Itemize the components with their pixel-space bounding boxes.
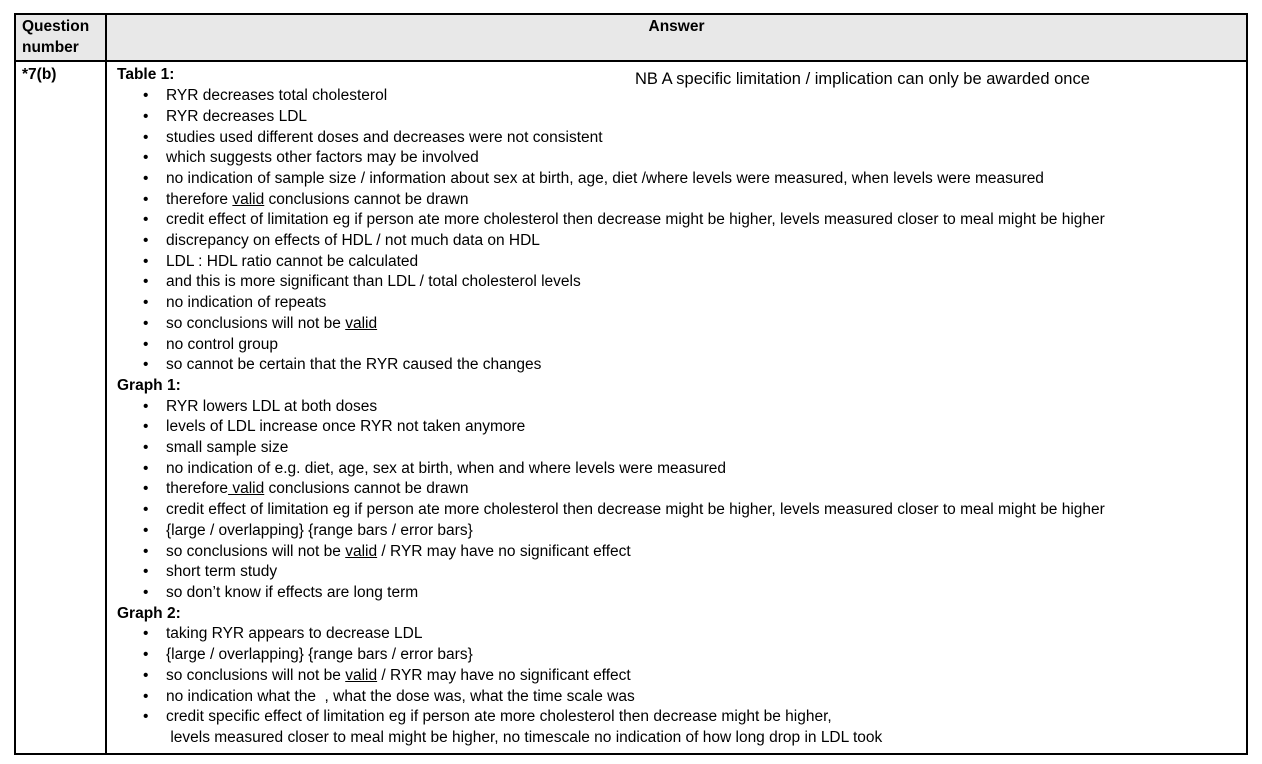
bullet-item <box>143 272 1238 293</box>
bullet-text: no indication of sample size / information about sex at birth, age, diet /where levels were measured, when levels were measured <box>166 169 1044 187</box>
bullet-icon: • <box>143 480 149 498</box>
header-row <box>15 14 1247 61</box>
bullet-item <box>143 355 1238 376</box>
bullet-text: and this is more significant than LDL / total cholesterol levels <box>166 273 581 291</box>
bullet-icon: • <box>143 87 149 105</box>
bullet-icon: • <box>143 459 149 477</box>
bullet-item <box>143 107 1238 128</box>
bullet-text: no control group <box>166 335 279 353</box>
bullet-icon: • <box>143 232 149 250</box>
bullet-text: no indication of e.g. diet, age, sex at birth, when and where levels were measured <box>166 459 727 477</box>
bullet-icon: • <box>143 666 149 684</box>
bullet-icon: • <box>143 501 149 519</box>
bullet-text: studies used different doses and decreases were not consistent <box>166 128 603 146</box>
bullet-item <box>143 335 1238 356</box>
bullet-item <box>143 231 1238 252</box>
bullet-text: so conclusions will not be valid / RYR may have no significant effect <box>166 542 631 560</box>
bullet-icon: • <box>143 439 149 457</box>
bullet-icon: • <box>143 211 149 229</box>
bullet-icon: • <box>143 708 149 726</box>
mark-scheme-table <box>14 13 1248 755</box>
bullet-text: levels of LDL increase once RYR not taken anymore <box>166 418 526 436</box>
bullet-text: credit effect of limitation eg if person ate more cholesterol then decrease might be higher, levels measured closer to meal might be higher <box>166 211 1105 229</box>
bullet-icon: • <box>143 190 149 208</box>
answer-cell <box>106 61 1247 753</box>
bullet-item <box>143 479 1238 500</box>
bullet-item <box>143 562 1238 583</box>
bullet-text: so conclusions will not be valid / RYR may have no significant effect <box>166 666 631 684</box>
nb-note: NB A specific limitation / implication can only be awarded once <box>635 70 1090 89</box>
bullet-item <box>143 645 1238 666</box>
bullet-text: so cannot be certain that the RYR caused the changes <box>166 356 542 374</box>
bullet-text: no indication what the , what the dose was, what the time scale was <box>166 687 635 705</box>
bullet-icon: • <box>143 625 149 643</box>
bullet-text: so don’t know if effects are long term <box>166 583 419 601</box>
bullet-item <box>143 169 1238 190</box>
bullet-icon: • <box>143 687 149 705</box>
answer-sections <box>117 65 1238 748</box>
bullet-text: discrepancy on effects of HDL / not much data on HDL <box>166 232 540 250</box>
bullet-icon: • <box>143 335 149 353</box>
bullet-item <box>143 666 1238 687</box>
bullet-text: no indication of repeats <box>166 294 327 312</box>
bullet-icon: • <box>143 418 149 436</box>
bullet-item <box>143 500 1238 521</box>
bullet-text: therefore valid conclusions cannot be drawn <box>166 480 469 498</box>
bullet-item <box>143 252 1238 273</box>
section-heading: Graph 2: <box>117 604 181 622</box>
bullet-item <box>143 190 1238 211</box>
bullet-icon: • <box>143 294 149 312</box>
section-heading: Graph 1: <box>117 376 181 394</box>
question-number-column-header: Question number <box>15 14 106 61</box>
bullet-item <box>143 210 1238 231</box>
bullet-text: RYR lowers LDL at both doses <box>166 397 378 415</box>
bullet-item <box>143 542 1238 563</box>
bullet-item <box>143 417 1238 438</box>
answer-row <box>15 61 1247 753</box>
bullet-icon: • <box>143 149 149 167</box>
bullet-item <box>143 397 1238 418</box>
bullet-item <box>143 459 1238 480</box>
bullet-text: RYR decreases LDL <box>166 107 308 125</box>
bullet-icon: • <box>143 583 149 601</box>
bullet-text: so conclusions will not be valid <box>166 314 378 332</box>
bullet-icon: • <box>143 128 149 146</box>
bullet-icon: • <box>143 169 149 187</box>
bullet-item <box>143 438 1238 459</box>
bullet-icon: • <box>143 107 149 125</box>
bullet-item <box>143 148 1238 169</box>
bullet-text: LDL : HDL ratio cannot be calculated <box>166 252 419 270</box>
bullet-text: which suggests other factors may be involved <box>166 149 479 167</box>
bullet-text: taking RYR appears to decrease LDL <box>166 625 423 643</box>
bullet-item <box>143 583 1238 604</box>
bullet-icon: • <box>143 314 149 332</box>
bullet-icon: • <box>143 356 149 374</box>
bullet-item <box>143 128 1238 149</box>
bullet-icon: • <box>143 252 149 270</box>
bullet-item <box>143 293 1238 314</box>
bullet-text: credit specific effect of limitation eg if person ate more cholesterol then decrease might be higher, levels measured closer to meal might be higher, no timescale no indication of how long drop in LDL took <box>166 708 883 746</box>
bullet-icon: • <box>143 542 149 560</box>
bullet-text: RYR decreases total cholesterol <box>166 87 388 105</box>
bullet-text: short term study <box>166 563 278 581</box>
answer-column-header: Answer <box>106 14 1247 61</box>
bullet-text: therefore valid conclusions cannot be drawn <box>166 190 469 208</box>
bullet-icon: • <box>143 563 149 581</box>
bullet-item <box>143 624 1238 645</box>
section-heading: Table 1: <box>117 66 175 84</box>
bullet-icon: • <box>143 521 149 539</box>
bullet-icon: • <box>143 646 149 664</box>
bullet-text: {large / overlapping} {range bars / error bars} <box>166 646 473 664</box>
bullet-icon: • <box>143 273 149 291</box>
bullet-item <box>143 521 1238 542</box>
bullet-item <box>143 707 1238 748</box>
bullet-item <box>143 314 1238 335</box>
bullet-text: {large / overlapping} {range bars / error bars} <box>166 521 473 539</box>
bullet-item <box>143 687 1238 708</box>
question-number-cell: *7(b) <box>15 61 106 753</box>
bullet-text: small sample size <box>166 439 289 457</box>
bullet-text: credit effect of limitation eg if person ate more cholesterol then decrease might be higher, levels measured closer to meal might be higher <box>166 501 1105 519</box>
bullet-icon: • <box>143 397 149 415</box>
